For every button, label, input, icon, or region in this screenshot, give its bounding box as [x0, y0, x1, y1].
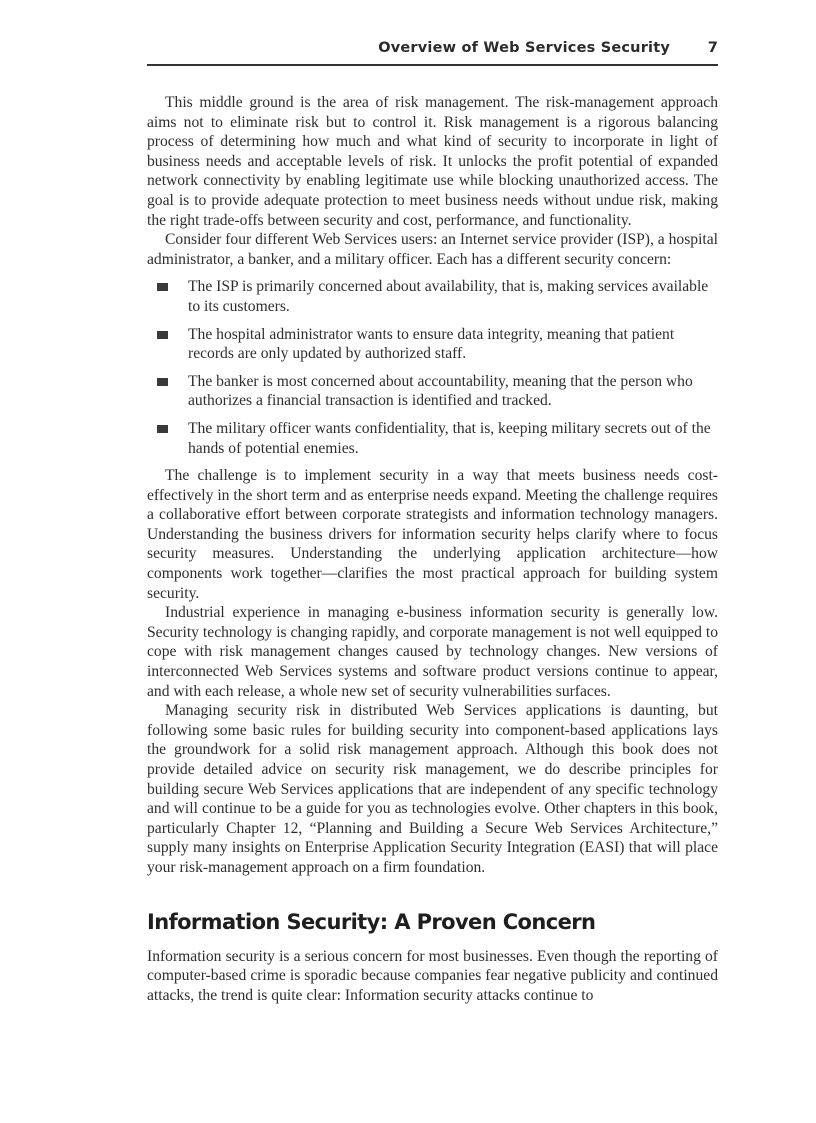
body-text [147, 93, 718, 1005]
square-bullet-icon [157, 425, 168, 433]
list-item [157, 372, 718, 411]
paragraph-information-security: Information security is a serious concern for most businesses. Even though the reporting of computer-based crime is sporadic because companies fear negative publicity and continued attacks, the trend is quite clear: Information security attacks continue to [147, 947, 718, 1004]
running-header [147, 40, 718, 66]
list-item-text: The banker is most concerned about accountability, meaning that the person who authorizes a financial transaction is identified and tracked. [188, 372, 693, 410]
paragraph-challenge: The challenge is to implement security in a way that meets business needs cost-effectively in the short term and as enterprise needs expand. Meeting the challenge requires a collaborative effort between corporate strategists and information technology managers. Understanding the business drivers for information security helps clarify where to focus security measures. Understanding the underlying application architecture—how components work together—clarifies the most practical approach for building system security. [147, 467, 718, 602]
paragraph-industrial-experience: Industrial experience in managing e-business information security is generally low. Security technology is changing rapidly, and corporate management is not well equipped to cope with risk management changes caused by technology changes. New versions of interconnected Web Services systems and software product versions continue to appear, and with each release, a whole new set of security vulnerabilities surfaces. [147, 604, 718, 700]
square-bullet-icon [157, 283, 168, 291]
page-number: 7 [707, 40, 718, 56]
security-concerns-list [147, 277, 718, 458]
square-bullet-icon [157, 331, 168, 339]
paragraph-four-users: Consider four different Web Services users: an Internet service provider (ISP), a hospital administrator, a banker, and a military officer. Each has a different security concern: [147, 231, 718, 268]
list-item-text: The ISP is primarily concerned about availability, that is, making services available to its customers. [188, 278, 709, 315]
paragraph-managing-risk: Managing security risk in distributed Web Services applications is daunting, but following some basic rules for building security into component-based applications lays the groundwork for a solid risk management approach. Although this book does not provide detailed advice on security risk management, we do describe principles for building secure Web Services applications that are independent of any specific technology and will continue to be a guide for you as technologies evolve. Other chapters in this book, particularly Chapter 12, “Planning and Building a Secure Web Services Architecture,” supply many insights on Enterprise Application Security Integration (EASI) that will place your risk-management approach on a firm foundation. [147, 702, 718, 876]
running-title: Overview of Web Services Security [378, 40, 670, 56]
square-bullet-icon [157, 378, 168, 386]
list-item-text: The hospital administrator wants to ensure data integrity, meaning that patient records are only updated by authorized staff. [188, 325, 675, 363]
list-item [157, 277, 718, 316]
list-item-text: The military officer wants confidentiality, that is, keeping military secrets out of the hands of potential enemies. [188, 419, 711, 457]
list-item [157, 325, 718, 364]
section-heading: Information Security: A Proven Concern [147, 909, 596, 934]
paragraph-risk-management: This middle ground is the area of risk management. The risk-management approach aims not to eliminate risk but to control it. Risk management is a rigorous balancing process of determining how much and what kind of security to incorporate in light of business needs and acceptable levels of risk. It unlocks the profit potential of expanded network connectivity by enabling legitimate use while blocking unauthorized access. The goal is to provide adequate protection to meet business needs without undue risk, making the right trade-offs between security and cost, performance, and functionality. [147, 94, 718, 229]
list-item [157, 419, 718, 458]
